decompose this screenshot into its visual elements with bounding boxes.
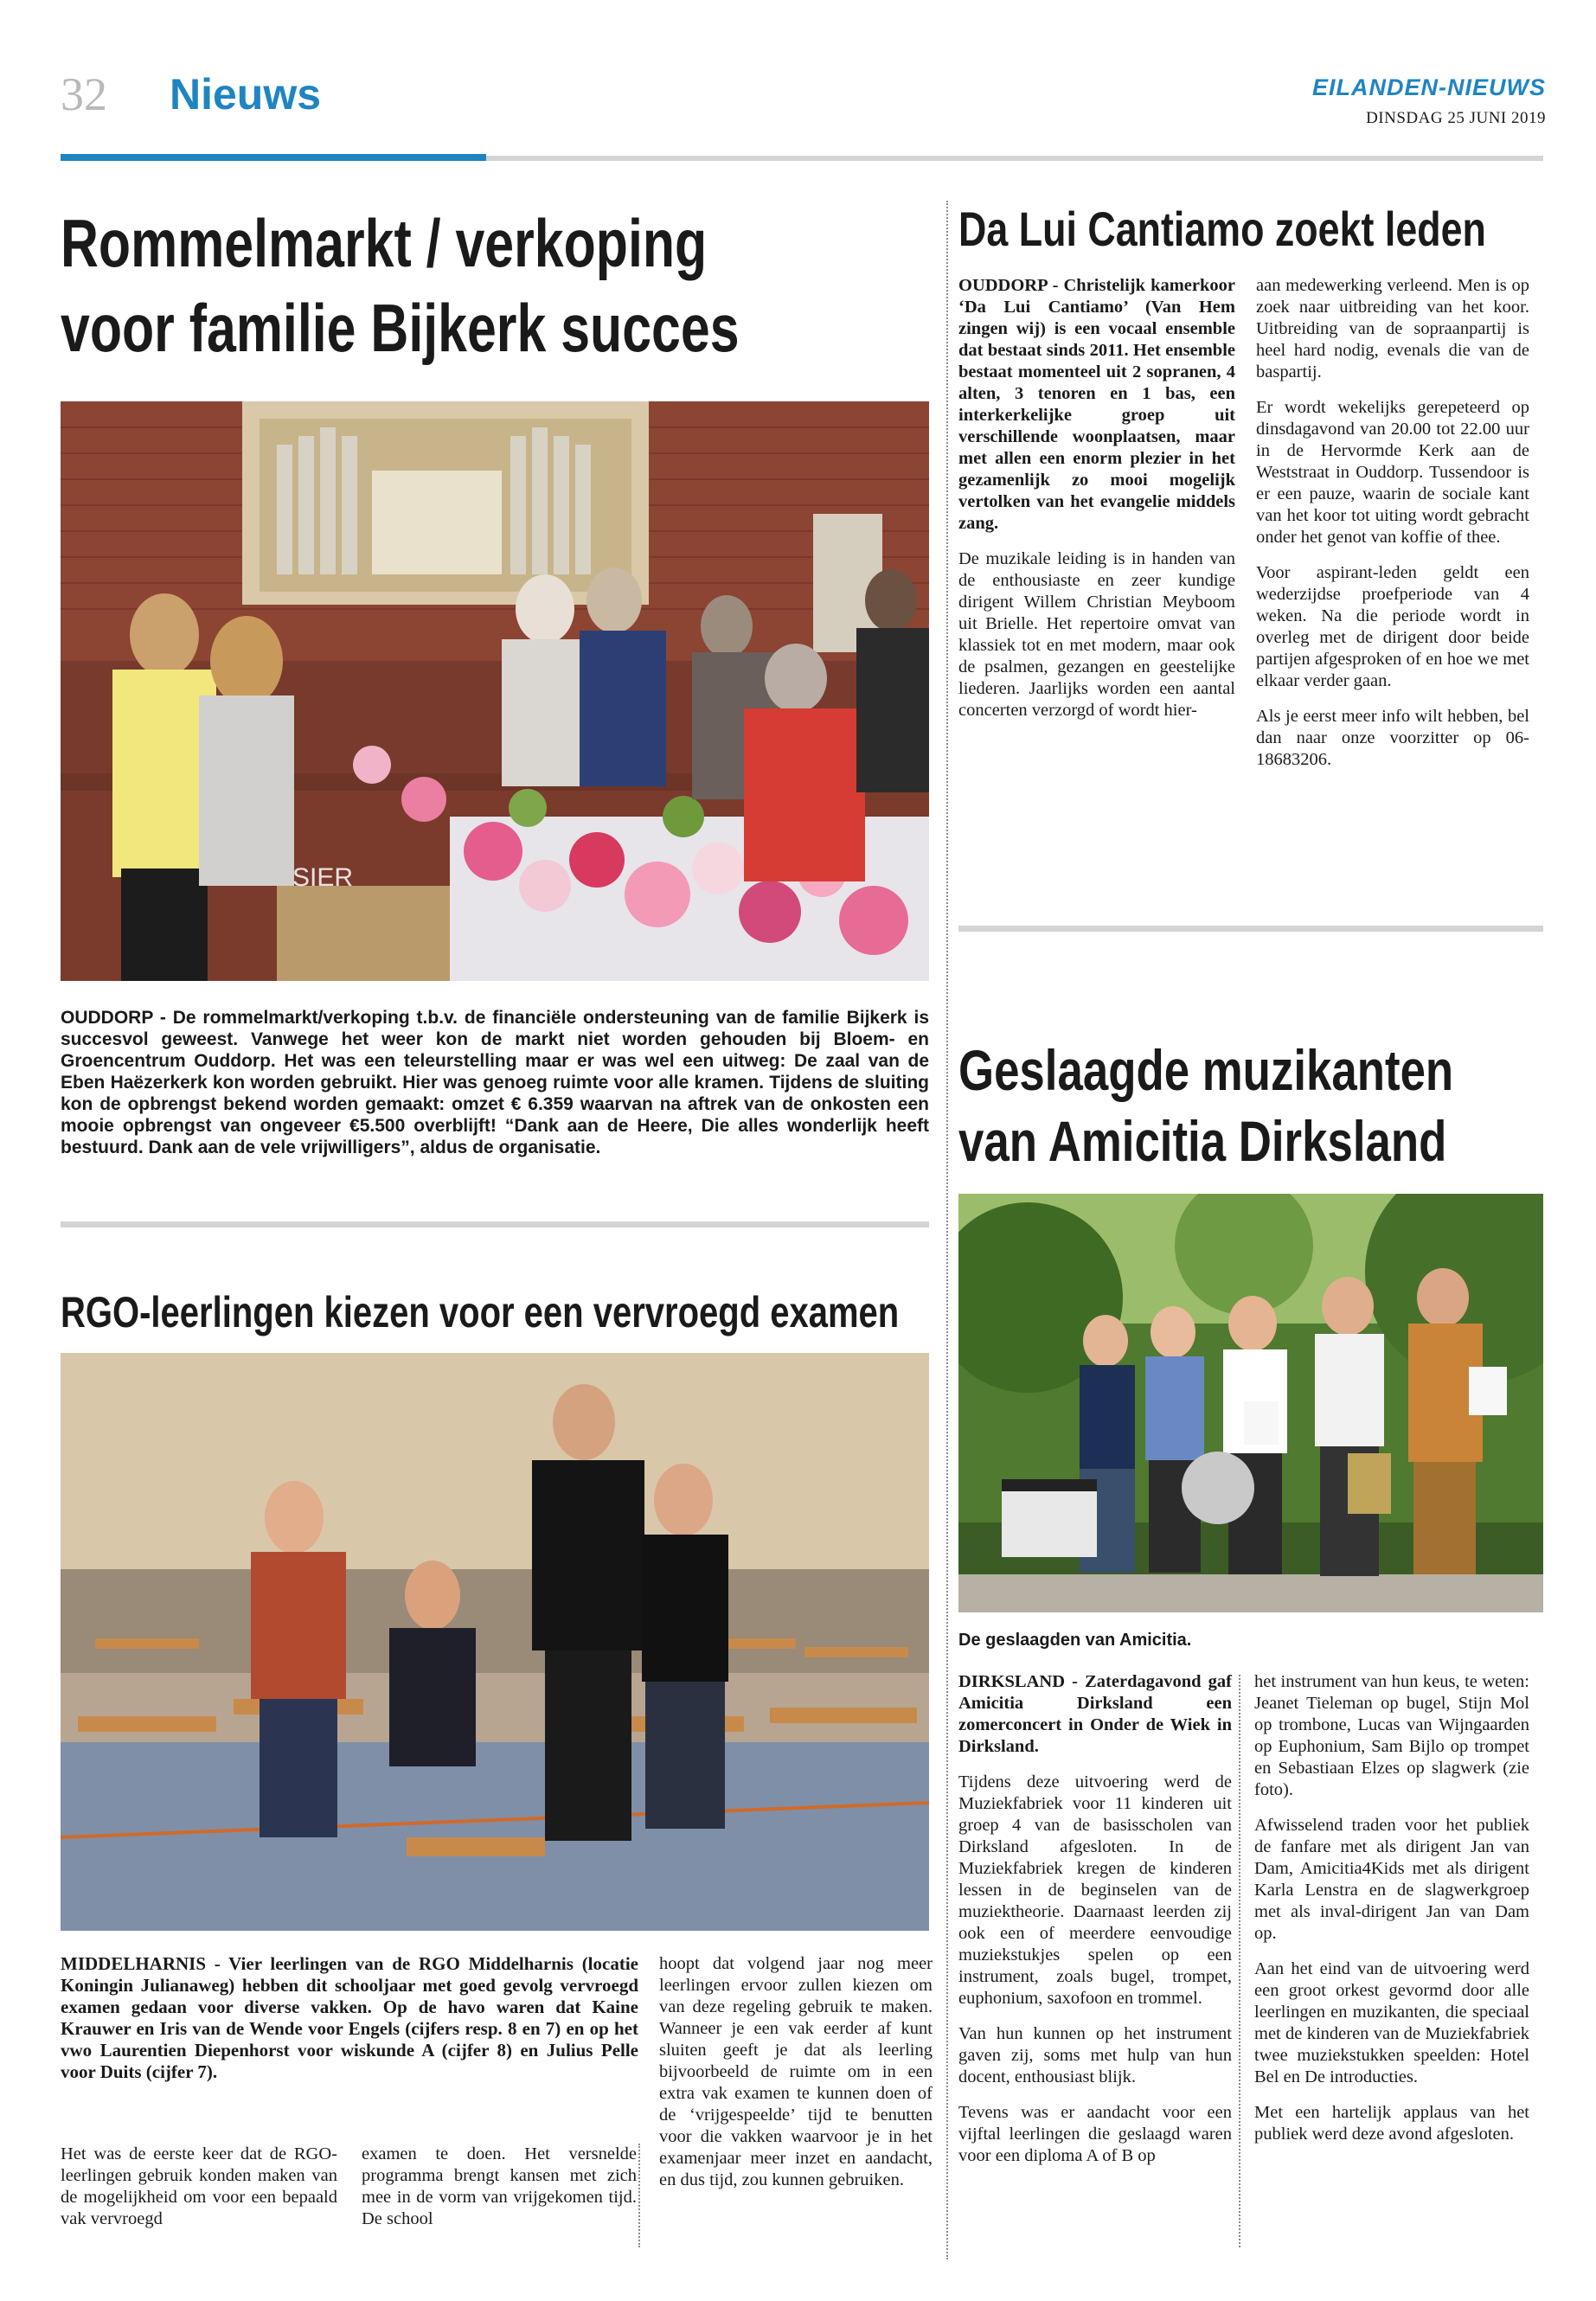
column-separator <box>946 201 948 2259</box>
column-separator-bottom <box>1239 1675 1240 2247</box>
photo-rgo <box>61 1353 929 1931</box>
photo-musicians-illustration <box>958 1194 1543 1612</box>
article3-paragraph: hoopt dat volgend jaar nog meer leerlingen ervoor zullen kiezen om van deze regeling gebruik te maken. Wanneer je een vak eerder af kunt sluiten geeft je dat als leerling bijvoorbeeld de ruimte om in een extra vak examen te kunnen doen of de ‘vrijgespeelde’ tijd te benutten voor die vakken waarvoor je in het examenjaar meer inzet en aandacht, en dus tijd, zou kunnen gebruiken. <box>659 1954 933 2189</box>
article4-lead: DIRKSLAND - Zaterdagavond gaf Amicitia Dirksland een zomerconcert in Onder de Wiek in Dirksland. <box>958 1672 1232 1756</box>
article3-lead-text: MIDDELHARNIS - Vier leerlingen van de RGO Middelharnis (locatie Koningin Julianaweg) hebben dit schooljaar met goed gevolg vervroegd examen gedaan voor diverse vakken. Op de havo waren dat Kaine Krauwer en Iris van de Wende voor Engels (cijfers resp. 8 en 7) en op het vwo Laurentien Diepenhorst voor wiskunde A (cijfer 8) en Julius Pelle voor Duits (cijfer 7). <box>61 1953 638 2082</box>
article4-paragraph: Met een hartelijk applaus van het publiek werd deze avond afgesloten. <box>1254 2103 1529 2144</box>
publication-logo: EILANDEN-NIEUWS <box>1312 74 1546 100</box>
article4-paragraph: Van hun kunnen op het instrument gaven zij, soms met hulp van hun docent, enthousiast blijk. <box>958 2024 1232 2086</box>
headline-rgo-leerlingen: RGO-leerlingen kiezen voor een vervroegd examen <box>61 1288 900 1336</box>
header-rule-grey <box>486 156 1543 161</box>
headline-geslaagde-muzikanten <box>958 1035 1453 1176</box>
article2-column-1 <box>958 275 1235 735</box>
section-title: Nieuws <box>170 70 322 119</box>
caption-amicitia: De geslaagden van Amicitia. <box>958 1631 1192 1650</box>
headline-line: Rommelmarkt / verkoping <box>61 205 708 281</box>
headline-da-lui-cantiamo: Da Lui Cantiamo zoekt leden <box>958 202 1486 256</box>
section-rule <box>61 1221 929 1227</box>
article3-paragraph: examen te doen. Het versnelde programma brengt kansen met zich mee in de vorm van vrijgekomen tijd. De school <box>362 2144 637 2228</box>
photo-market-illustration <box>61 401 929 981</box>
article3-lead <box>61 1953 638 2097</box>
article2-lead: OUDDORP - Christelijk kamerkoor ‘Da Lui Cantiamo’ (Van Hem zingen wij) is een vocaal ensemble dat bestaat sinds 2011. Het ensemble bestaat momenteel uit 2 sopranen, 4 alten, 3 tenoren en 1 bas, een interkerkelijke groep uit verschillende woonplaatsen, maar met allen een enorm plezier in het gezamenlijk zo mooi mogelijk vertolken van het evangelie middels zang. <box>958 276 1235 533</box>
header-rule-blue <box>61 154 486 161</box>
article3-column-3 <box>659 1953 933 2205</box>
section-rule <box>958 926 1543 932</box>
article2-paragraph: Als je eerst meer info wilt hebben, bel dan naar onze voorzitter op 06-18683206. <box>1256 707 1529 769</box>
article2-paragraph: Er wordt wekelijks gerepeteerd op dinsdagavond van 20.00 tot 22.00 uur in de Hervormde Kerk aan de Weststraat in Ouddorp. Tussendoor is er een pauze, waarin de sociale kant van het koor tot uiting wordt gebracht onder het genot van koffie of thee. <box>1256 398 1529 547</box>
article4-column-2 <box>1254 1671 1529 2159</box>
caption-rommelmarkt: OUDDORP - De rommelmarkt/verkoping t.b.v. de financiële ondersteuning van de familie Bijkerk is succesvol geweest. Vanwege het weer kon de markt niet worden gehouden bij Bloem- en Groencentrum Ouddorp. Het was een teleurstelling maar er was wel een uitweg: De zaal van de Eben Haëzerkerk kon worden gebruikt. Hier was genoeg ruimte voor alle kramen. Tijdens de sluiting kon de opbrengst bekend worden gemaakt: omzet € 6.359 waarvan na aftrek van de onkosten een mooie opbrengst van ongeveer €5.500 overblijft! “Dank aan de Heere, Die alles wonderlijk heeft bestuurd. Dank aan de vele vrijwilligers”, aldus de organisatie. <box>61 1008 929 1157</box>
headline-line: Geslaagde muzikanten <box>958 1038 1454 1102</box>
photo-amicitia <box>958 1194 1543 1612</box>
headline-line: van Amicitia Dirksland <box>958 1109 1447 1173</box>
page-number: 32 <box>61 68 107 120</box>
photo-exam-hall-illustration <box>61 1353 929 1931</box>
article2-paragraph: De muzikale leiding is in handen van de enthousiaste en zeer kundige dirigent Willem Christian Meyboom uit Brielle. Het repertoire omvat van klassiek tot en met modern, maar ook de psalmen, gezangen en geestelijke liederen. Jaarlijks worden een aantal concerten verzorgd of wordt hier- <box>958 549 1235 720</box>
article3-column-2 <box>362 2144 637 2244</box>
article3-column-1 <box>61 2144 337 2244</box>
article3-paragraph: Het was de eerste keer dat de RGO-leerlingen gebruik konden maken van de mogelijkheid om voor een bepaald vak vervroegd <box>61 2144 337 2228</box>
article4-paragraph: Tevens was er aandacht voor een vijftal leerlingen die geslaagd waren voor een diploma A of B op <box>958 2103 1232 2165</box>
photo-sign-text: SIER <box>292 863 354 892</box>
article2-paragraph: Voor aspirant-leden geldt een wederzijdse proefperiode van 4 weken. Na die periode wordt in overleg met de dirigent door beide partijen afgesproken of en hoe we met elkaar verder gaan. <box>1256 563 1529 690</box>
headline-rommelmarkt <box>61 201 740 370</box>
article2-column-2 <box>1256 275 1529 785</box>
issue-date: DINSDAG 25 JUNI 2019 <box>1366 109 1546 127</box>
column-separator-bottom <box>638 2144 640 2247</box>
article4-paragraph: Tijdens deze uitvoering werd de Muziekfabriek voor 11 kinderen uit groep 4 van de basisscholen van Dirksland afgesloten. In de Muziekfabriek kregen de kinderen lessen in de beginselen van de muziektheorie. Daarnaast leerden zij ook een of meerdere eenvoudige muziekstukjes spelen op een instrument, zoals bugel, trompet, euphonium, saxofoon en trommel. <box>958 1772 1232 2008</box>
article4-paragraph: Afwisselend traden voor het publiek de fanfare met als dirigent Jan van Dam, Amicitia4Kids met als dirigent Karla Lenstra en de slagwerkgroep met als inval-dirigent Jan van Dam op. <box>1254 1816 1529 1943</box>
photo-rommelmarkt <box>61 401 929 981</box>
article4-column-1 <box>958 1671 1232 2181</box>
article4-paragraph: Aan het eind van de uitvoering werd een groot orkest gevormd door alle leerlingen en muzikanten, die speciaal met de kinderen van de Muziekfabriek twee muziekstukken speelden: Hotel Bel en De introducties. <box>1254 1959 1529 2086</box>
headline-line: voor familie Bijkerk succes <box>61 290 740 366</box>
article2-paragraph: aan medewerking verleend. Men is op zoek naar uitbreiding van het koor. Uitbreiding van de sopraanpartij is heel hard nodig, evenals die van de baspartij. <box>1256 276 1529 381</box>
article4-paragraph: het instrument van hun keus, te weten: Jeanet Tieleman op bugel, Stijn Mol op trombone, Lucas van Wijngaarden op Euphonium, Sam Bijlo op trompet en Sebastiaan Elzes op slagwerk (zie foto). <box>1254 1672 1529 1799</box>
